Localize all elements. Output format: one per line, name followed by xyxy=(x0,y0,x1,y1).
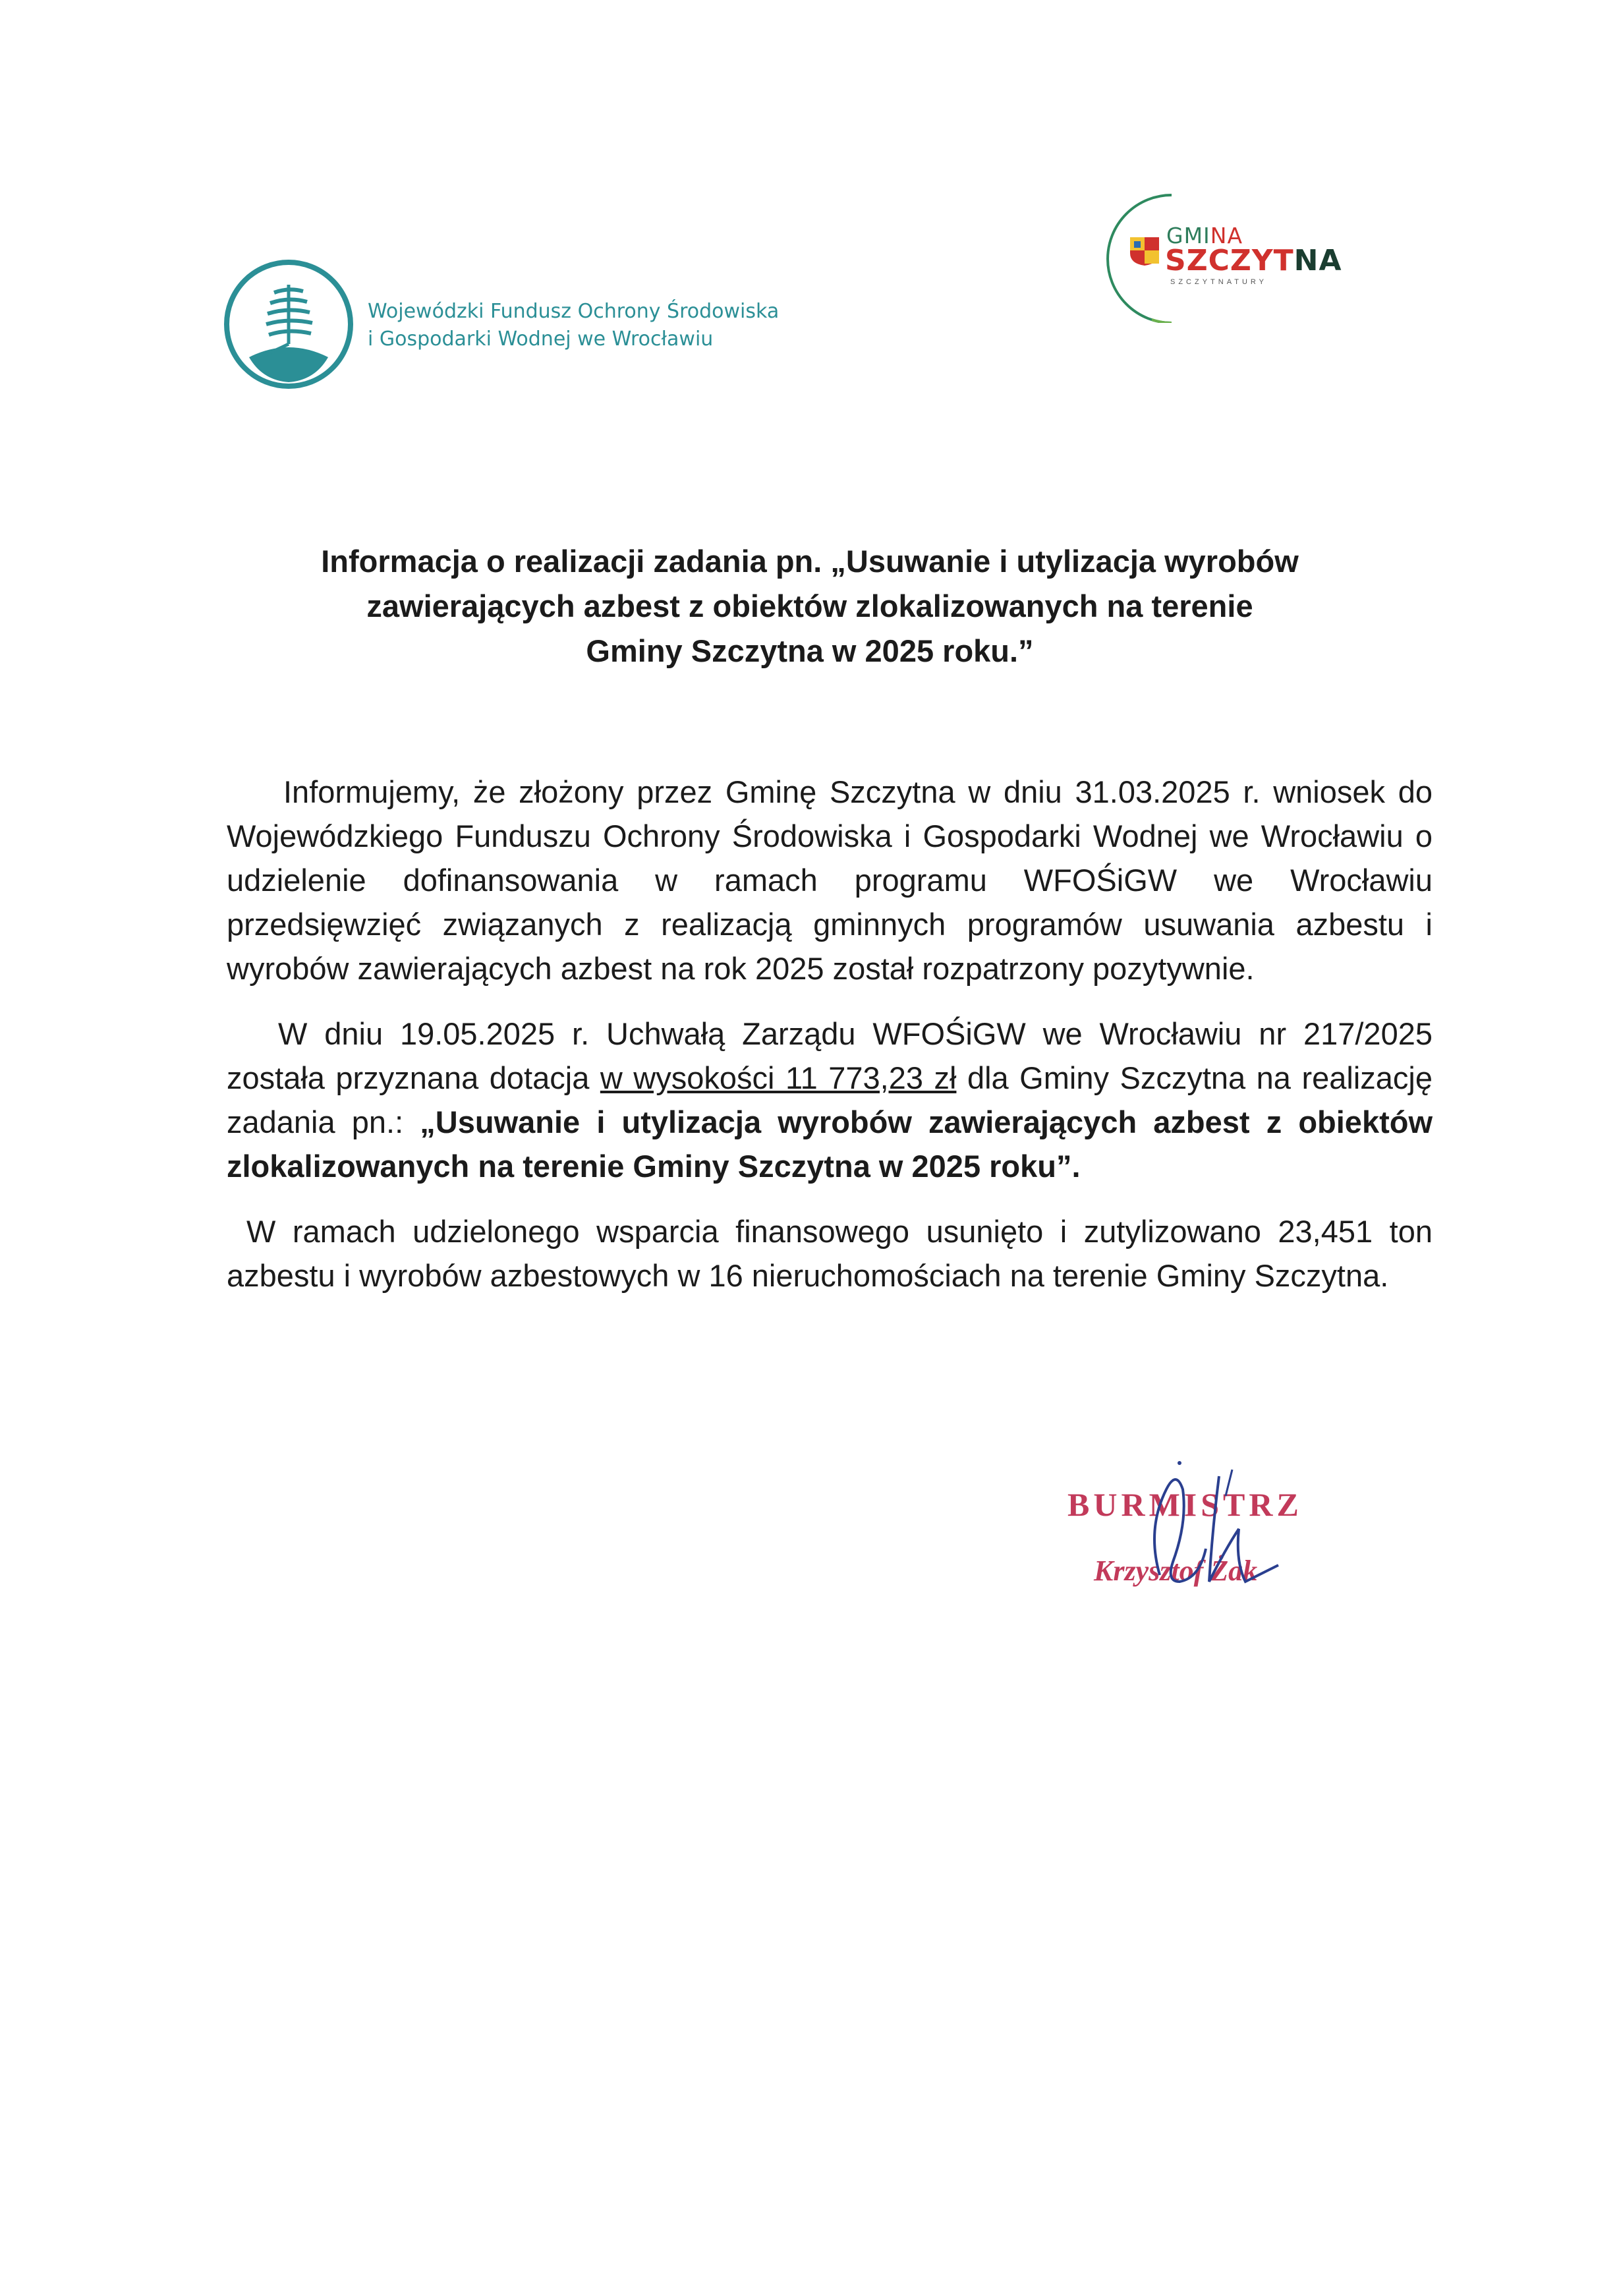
gmina-na: NA xyxy=(1210,223,1243,248)
stamp-name: Krzysztof Żak xyxy=(1094,1555,1258,1587)
szczytna-label xyxy=(1165,244,1342,277)
paragraph-2-start: W dniu 19.05.2025 r. Uchwałą Zarządu WFOŚiGW we Wrocławiu nr 217/2025 została przyznana dotacja xyxy=(227,1016,1433,1095)
tree-logo-icon xyxy=(223,258,355,390)
paragraph-1: Informujemy, że złożony przez Gminę Szczytna w dniu 31.03.2025 r. wniosek do Wojewódzkiego Funduszu Ochrony Środowiska i Gospodarki Wodnej we Wrocławiu o udzielenie dofinansowania w ramach programu WFOŚiGW we Wrocławiu przedsięwzięć związanych z realizacją gminnych programów usuwania azbestu i wyrobów zawierających azbest na rok 2025 został rozpatrzony pozytywnie. xyxy=(227,774,1433,986)
grant-amount: w wysokości 11 773,23 zł xyxy=(600,1060,957,1095)
task-name-bold: „Usuwanie i utylizacja wyrobów zawierających azbest z obiektów zlokalizowanych na terenie Gminy Szczytna w 2025 roku”. xyxy=(227,1105,1433,1184)
title-line-1: Informacja o realizacji zadania pn. „Usuwanie i utylizacja wyrobów xyxy=(321,544,1299,579)
paragraph-3: W ramach udzielonego wsparcia finansowego usunięto i zutylizowano 23,451 ton azbestu i wyrobów azbestowych w 16 nieruchomościach na terenie Gminy Szczytna. xyxy=(227,1214,1433,1293)
szczytna-szczyt: SZCZYT xyxy=(1165,244,1294,277)
paragraph-2 xyxy=(227,1012,1433,1188)
document-title xyxy=(224,539,1396,674)
wfos-line-2: i Gospodarki Wodnej we Wrocławiu xyxy=(368,328,714,351)
document-body xyxy=(227,770,1433,1298)
wfos-line-1: Wojewódzki Fundusz Ochrony Środowiska xyxy=(368,300,780,323)
paragraph-2-middle: dla Gminy Szczytna na realizację zadania pn.: xyxy=(227,1060,1433,1139)
wfos-logo-text xyxy=(368,298,779,353)
stamp-role: BURMISTRZ xyxy=(1067,1486,1303,1523)
title-line-3: Gminy Szczytna w 2025 roku.” xyxy=(586,633,1034,668)
gmina-gmi: GMI xyxy=(1166,223,1210,248)
gmina-szczytna-logo xyxy=(1099,191,1342,323)
title-line-2: zawierających azbest z obiektów zlokalizowanych na terenie xyxy=(366,588,1253,623)
mayor-stamp xyxy=(1067,1450,1344,1615)
gmina-tagline: SZCZYTNATURY xyxy=(1170,278,1267,286)
coat-of-arms-icon xyxy=(1129,236,1160,266)
szczytna-na: NA xyxy=(1293,244,1342,277)
handwritten-signature xyxy=(1067,1450,1344,1615)
